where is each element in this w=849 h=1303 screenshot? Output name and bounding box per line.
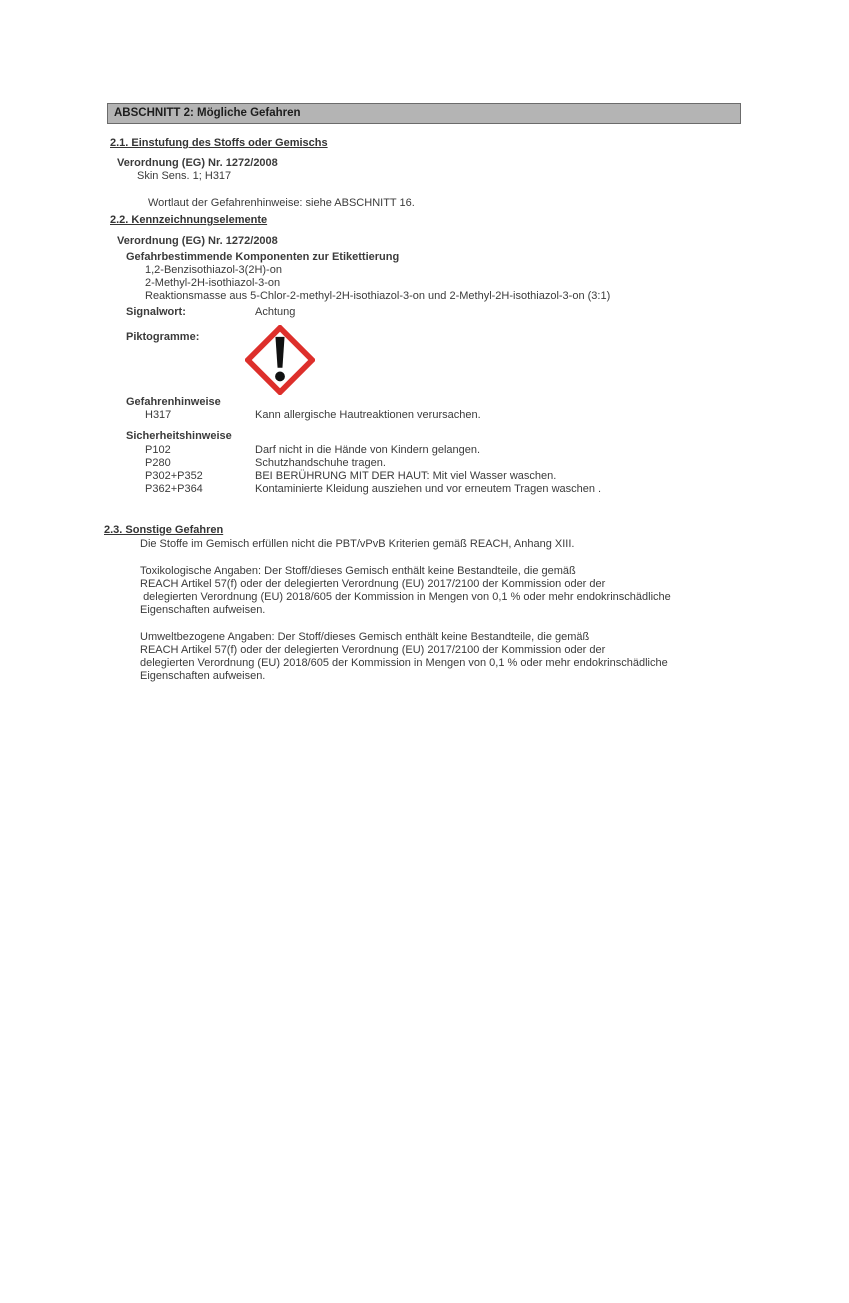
ghs07-exclamation-icon — [245, 331, 315, 395]
regulation-2-1: Verordnung (EG) Nr. 1272/2008 — [117, 157, 278, 169]
precautionary-text: Schutzhandschuhe tragen. — [255, 457, 386, 469]
precautionary-heading: Sicherheitshinweise — [126, 430, 232, 442]
hazard-wording-note: Wortlaut der Gefahrenhinweise: siehe ABSCHNITT 16. — [148, 197, 415, 209]
pictograms-row — [126, 331, 741, 395]
precautionary-row — [145, 483, 741, 496]
precautionary-text: Darf nicht in die Hände von Kindern gelangen. — [255, 444, 481, 456]
classification-entry: Skin Sens. 1; H317 — [137, 170, 232, 182]
precautionary-code: P280 — [145, 457, 171, 469]
labelling-components-heading: Gefahrbestimmende Komponenten zur Etikettierung — [126, 251, 400, 263]
labelling-component: Reaktionsmasse aus 5-Chlor-2-methyl-2H-isothiazol-3-on und 2-Methyl-2H-isothiazol-3-on (3:1) — [145, 290, 611, 302]
hazard-text: Kann allergische Hautreaktionen verursachen. — [255, 409, 481, 421]
pictograms-label: Piktogramme: — [126, 331, 200, 343]
precautionary-code: P102 — [145, 444, 171, 456]
env-line: Umweltbezogene Angaben: Der Stoff/dieses Gemisch enthält keine Bestandteile, die gemäß — [140, 631, 590, 643]
tox-line: delegierten Verordnung (EU) 2018/605 der Kommission in Mengen von 0,1 % oder mehr endokrinschädliche — [140, 591, 671, 603]
sds-page-section-2 — [104, 103, 741, 683]
precautionary-row — [145, 457, 741, 470]
env-line: Eigenschaften aufweisen. — [140, 670, 266, 682]
signal-word-value: Achtung — [255, 306, 296, 318]
tox-paragraph — [140, 565, 741, 617]
hazard-code: H317 — [145, 409, 172, 421]
tox-line: Toxikologische Angaben: Der Stoff/dieses Gemisch enthält keine Bestandteile, die gemäß — [140, 565, 576, 577]
precautionary-row — [145, 470, 741, 483]
env-line: REACH Artikel 57(f) oder der delegierten Verordnung (EU) 2017/2100 der Kommission oder der — [140, 644, 606, 656]
precautionary-text: BEI BERÜHRUNG MIT DER HAUT: Mit viel Wasser waschen. — [255, 470, 557, 482]
signal-word-label: Signalwort: — [126, 306, 186, 318]
hazard-statements-heading: Gefahrenhinweise — [126, 396, 221, 408]
precautionary-code: P302+P352 — [145, 470, 203, 482]
signal-word-row — [126, 306, 741, 319]
heading-2-2: 2.2. Kennzeichnungselemente — [110, 214, 268, 226]
precautionary-row — [145, 444, 741, 457]
precautionary-code: P362+P364 — [145, 483, 203, 495]
precautionary-text: Kontaminierte Kleidung ausziehen und vor erneutem Tragen waschen . — [255, 483, 602, 495]
section-header-bar — [107, 103, 741, 124]
heading-2-3: 2.3. Sonstige Gefahren — [104, 524, 224, 536]
tox-line: REACH Artikel 57(f) oder der delegierten Verordnung (EU) 2017/2100 der Kommission oder der — [140, 578, 606, 590]
labelling-component: 1,2-Benzisothiazol-3(2H)-on — [145, 264, 282, 276]
hazard-statement-row — [145, 409, 741, 422]
regulation-2-2: Verordnung (EG) Nr. 1272/2008 — [117, 235, 278, 247]
env-line: delegierten Verordnung (EU) 2018/605 der Kommission in Mengen von 0,1 % oder mehr endokrinschädliche — [140, 657, 668, 669]
labelling-component: 2-Methyl-2H-isothiazol-3-on — [145, 277, 281, 289]
tox-line: Eigenschaften aufweisen. — [140, 604, 266, 616]
heading-2-1: 2.1. Einstufung des Stoffs oder Gemischs — [110, 137, 328, 149]
pbt-statement: Die Stoffe im Gemisch erfüllen nicht die PBT/vPvB Kriterien gemäß REACH, Anhang XIII. — [140, 538, 575, 550]
env-paragraph — [140, 631, 741, 683]
section-header-title: ABSCHNITT 2: Mögliche Gefahren — [114, 107, 301, 119]
